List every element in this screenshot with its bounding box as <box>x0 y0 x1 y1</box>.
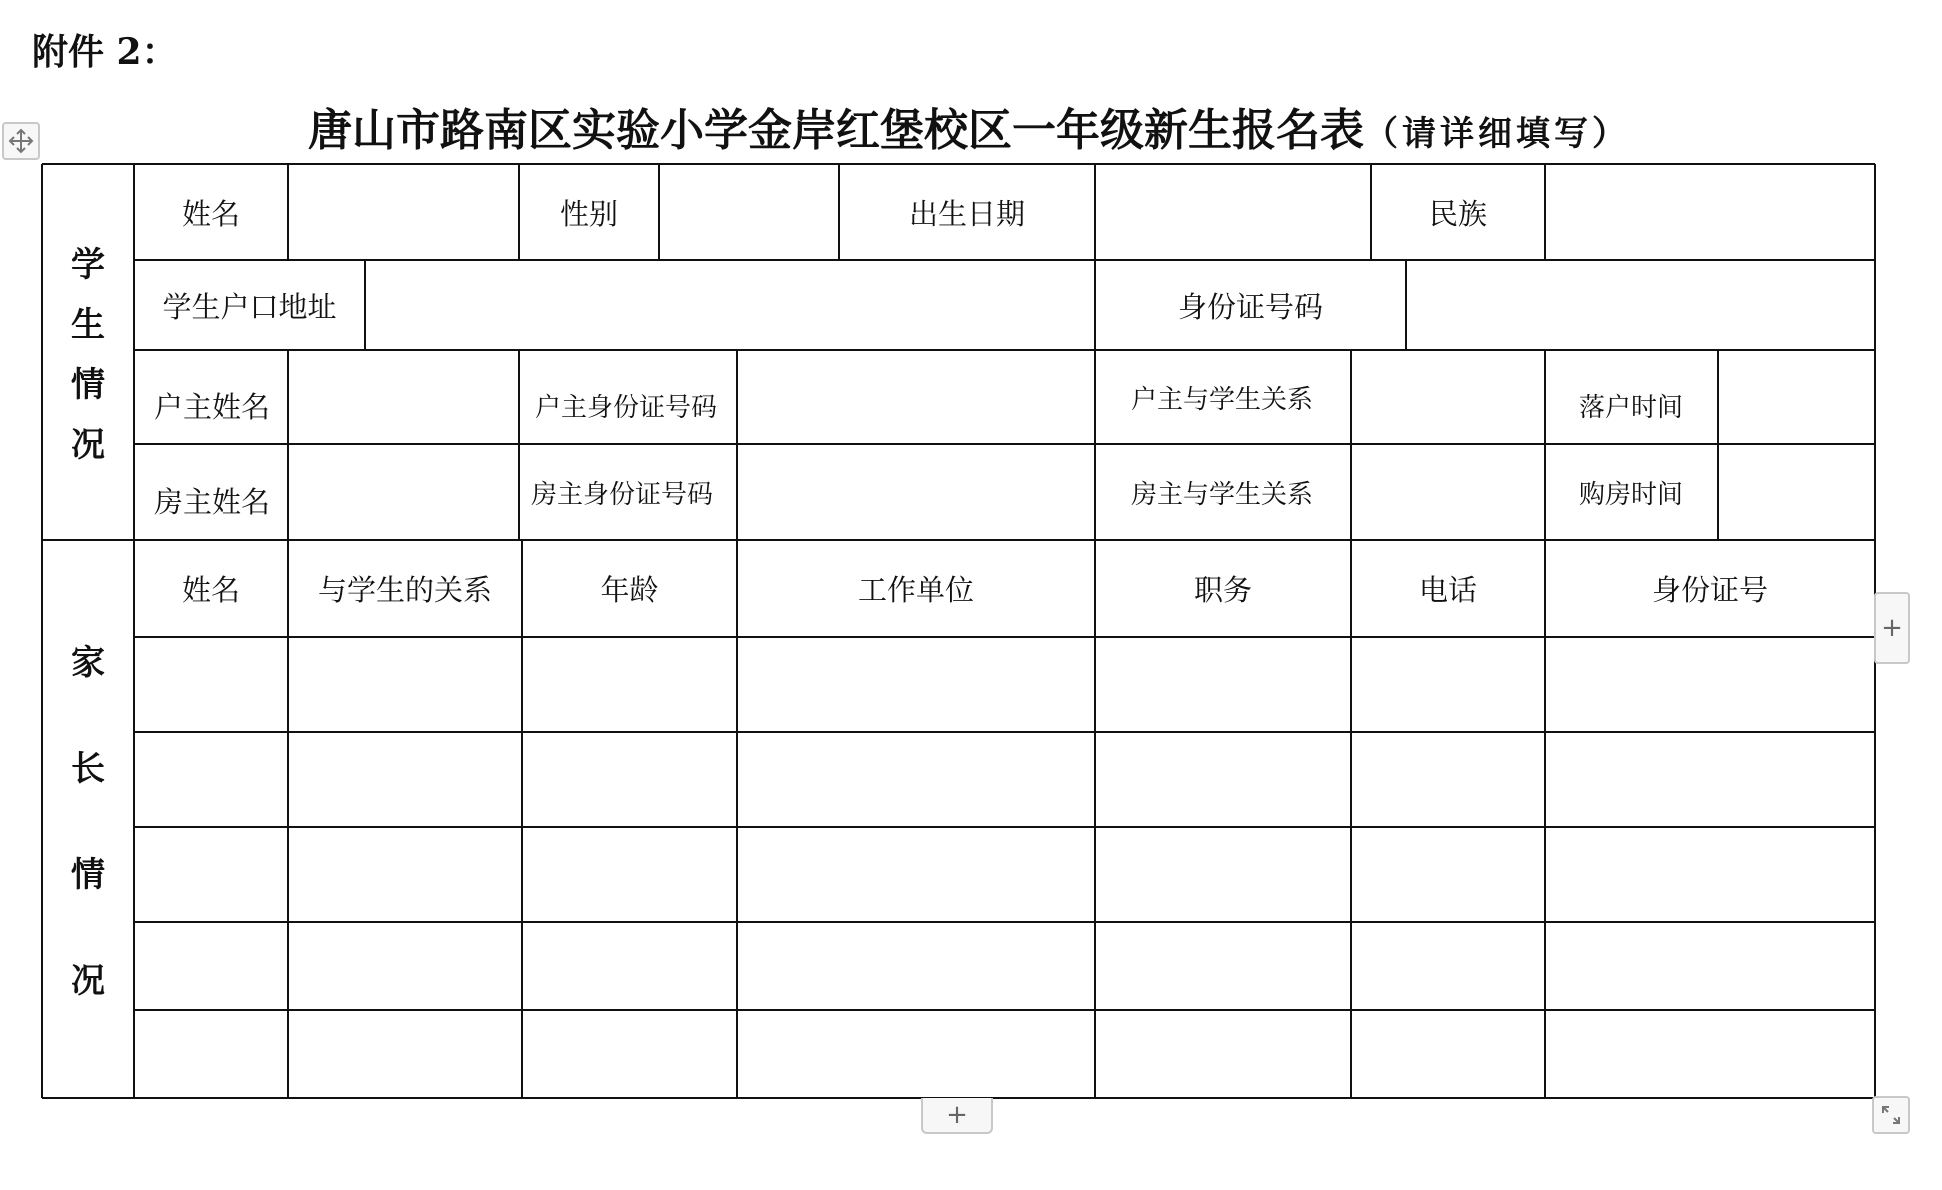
attachment-label: 附件 2： <box>32 31 178 73</box>
header-char: 况 <box>71 961 105 1001</box>
student-section-header <box>42 245 134 465</box>
form-title-main: 唐山市路南区实验小学金岸红堡校区一年级新生报名表 <box>308 105 1364 156</box>
label-registration-time: 落户时间 <box>1579 392 1684 423</box>
col-header-relation: 与学生的关系 <box>317 573 492 607</box>
header-char: 情 <box>71 365 105 405</box>
label-gender: 性别 <box>559 196 618 231</box>
plus-icon: + <box>1881 613 1903 643</box>
label-purchase-time: 购房时间 <box>1579 479 1684 510</box>
header-char: 家 <box>71 643 105 683</box>
header-char: 长 <box>71 749 105 789</box>
label-household-head-relation: 户主与学生关系 <box>1131 384 1314 415</box>
header-char: 生 <box>71 305 105 345</box>
header-char: 情 <box>71 855 105 895</box>
label-owner-id: 房主身份证号码 <box>531 479 714 510</box>
plus-icon: + <box>946 1100 968 1130</box>
label-name: 姓名 <box>181 196 240 231</box>
col-header-name: 姓名 <box>181 573 240 607</box>
label-household-head-name: 户主姓名 <box>154 389 271 424</box>
header-char: 学 <box>71 245 105 285</box>
header-char: 况 <box>71 425 105 465</box>
col-header-age: 年龄 <box>600 573 659 607</box>
form-title-sub: （请详细填写） <box>1364 114 1630 154</box>
move-icon <box>7 127 35 155</box>
resize-icon <box>1878 1102 1904 1128</box>
label-id-number: 身份证号码 <box>1177 289 1323 324</box>
col-header-workplace: 工作单位 <box>857 573 974 607</box>
col-header-position: 职务 <box>1193 573 1252 607</box>
label-ethnicity: 民族 <box>1428 196 1487 231</box>
table-move-handle[interactable] <box>2 122 40 160</box>
form-title <box>308 94 1630 158</box>
label-owner-name: 房主姓名 <box>154 484 271 519</box>
add-row-button[interactable] <box>921 1098 993 1134</box>
col-header-phone: 电话 <box>1418 573 1477 607</box>
label-household-head-id: 户主身份证号码 <box>535 392 718 423</box>
add-column-button[interactable] <box>1874 592 1910 664</box>
table-resize-handle[interactable] <box>1872 1096 1910 1134</box>
parent-section-header <box>42 643 134 1001</box>
label-address: 学生户口地址 <box>162 289 337 324</box>
label-owner-relation: 房主与学生关系 <box>1131 479 1314 510</box>
col-header-id: 身份证号 <box>1651 573 1768 607</box>
label-birth-date: 出生日期 <box>908 196 1025 231</box>
